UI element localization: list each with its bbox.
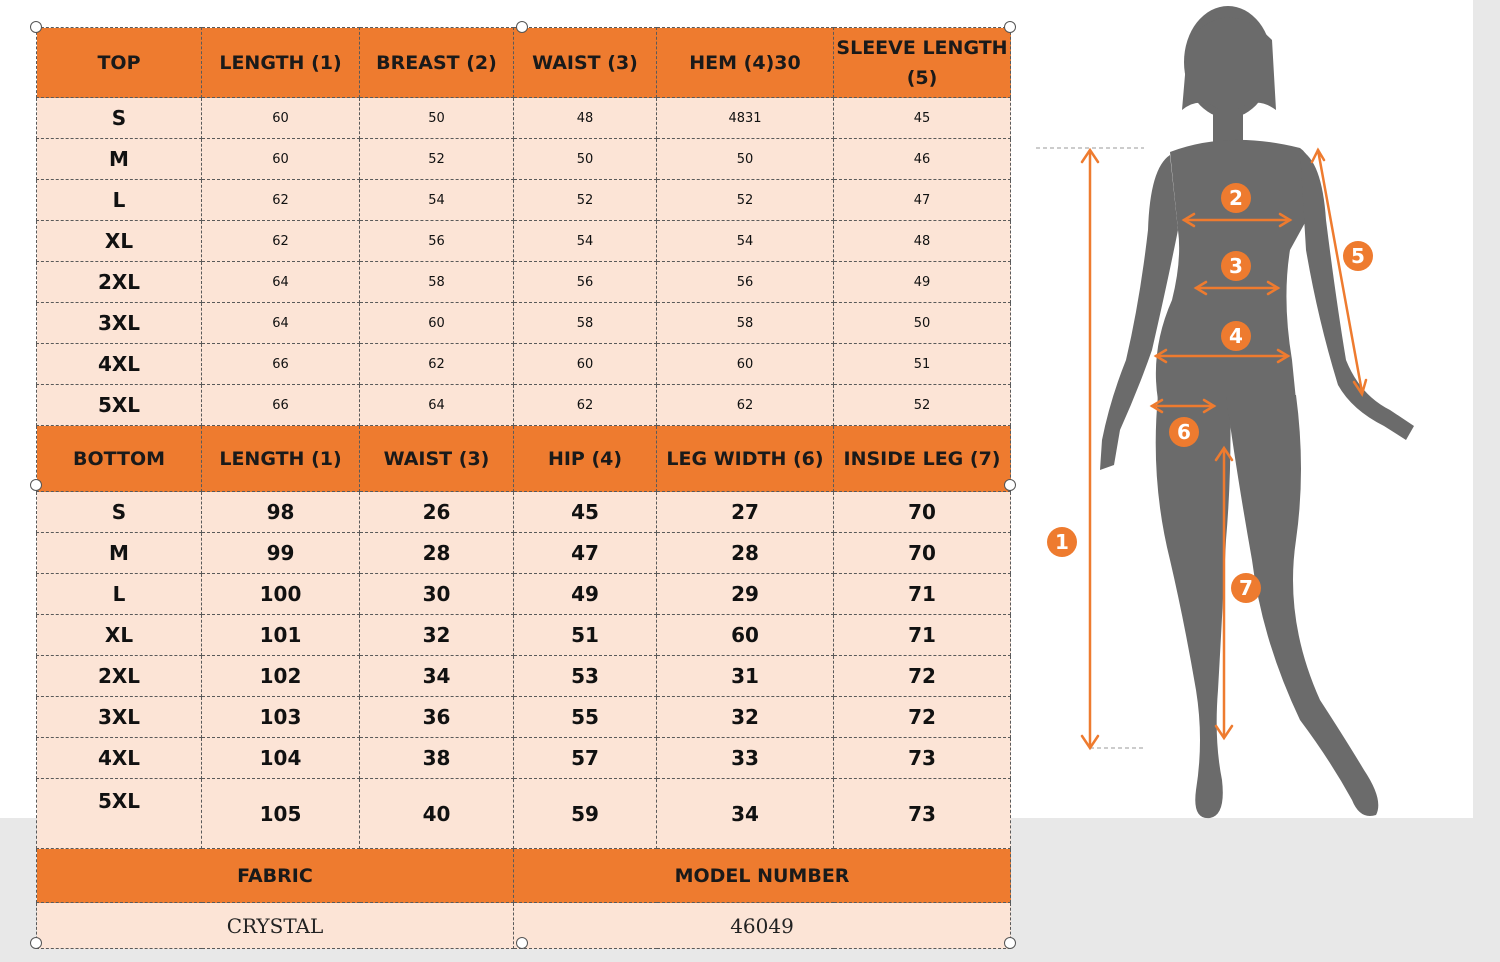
value-cell: 52 [514,180,657,221]
table-row [37,533,1011,574]
svg-text:3: 3 [1229,254,1243,278]
table-row [37,738,1011,779]
svg-text:1: 1 [1055,530,1069,554]
table-row [37,303,1011,344]
value-cell: 62 [202,180,360,221]
table-row [37,779,1011,849]
value-cell: 32 [657,697,834,738]
table-row [37,697,1011,738]
value-cell: 55 [514,697,657,738]
value-cell: 58 [360,262,514,303]
value-cell: 105 [202,779,360,849]
value-cell: 48 [834,221,1011,262]
value-cell: 57 [514,738,657,779]
value-cell: 101 [202,615,360,656]
size-cell: 3XL [37,697,202,738]
size-chart-table[interactable] [36,27,1010,943]
table-row [37,385,1011,426]
size-cell: 2XL [37,656,202,697]
header-cell: WAIST (3) [514,28,657,98]
table-row [37,492,1011,533]
body-measurement-figure [1030,0,1470,830]
value-cell: 99 [202,533,360,574]
size-cell: S [37,98,202,139]
value-cell: 62 [202,221,360,262]
value-cell: 72 [834,656,1011,697]
value-cell: 52 [360,139,514,180]
value-cell: 100 [202,574,360,615]
resize-handle-top-left[interactable] [30,21,42,33]
table-row [37,344,1011,385]
value-cell: 30 [360,574,514,615]
value-cell: 66 [202,385,360,426]
value-cell: 62 [657,385,834,426]
svg-text:2: 2 [1229,186,1243,210]
size-cell: M [37,139,202,180]
value-cell: 26 [360,492,514,533]
value-cell: 58 [657,303,834,344]
size-cell: L [37,180,202,221]
size-cell: XL [37,221,202,262]
fabric-value: CRYSTAL [37,903,514,949]
value-cell: 49 [514,574,657,615]
header-cell: LEG WIDTH (6) [657,426,834,492]
svg-text:4: 4 [1229,324,1243,348]
resize-handle-bottom-center[interactable] [516,937,528,949]
value-cell: 70 [834,533,1011,574]
value-cell: 56 [360,221,514,262]
value-cell: 47 [514,533,657,574]
canvas-right-edge [1473,0,1500,962]
value-cell: 71 [834,615,1011,656]
value-cell: 45 [834,98,1011,139]
value-cell: 59 [514,779,657,849]
size-cell: 2XL [37,262,202,303]
header-cell: TOP [37,28,202,98]
table-row [37,221,1011,262]
value-cell: 50 [360,98,514,139]
value-cell: 60 [657,615,834,656]
header-cell: HEM (4)30 [657,28,834,98]
value-cell: 50 [834,303,1011,344]
size-cell: XL [37,615,202,656]
value-cell: 49 [834,262,1011,303]
svg-text:7: 7 [1239,576,1253,600]
value-cell: 45 [514,492,657,533]
value-cell: 62 [514,385,657,426]
value-cell: 73 [834,738,1011,779]
value-cell: 28 [657,533,834,574]
value-cell: 102 [202,656,360,697]
woman-silhouette-icon [1100,6,1414,818]
bottom-header-row [37,426,1011,492]
value-cell: 104 [202,738,360,779]
value-cell: 60 [360,303,514,344]
value-cell: 73 [834,779,1011,849]
value-cell: 60 [202,139,360,180]
resize-handle-top-right[interactable] [1004,21,1016,33]
marker-4-icon [1221,321,1251,351]
value-cell: 64 [202,303,360,344]
value-cell: 29 [657,574,834,615]
value-cell: 52 [834,385,1011,426]
marker-5-icon [1343,241,1373,271]
value-cell: 52 [657,180,834,221]
header-cell: BREAST (2) [360,28,514,98]
value-cell: 51 [834,344,1011,385]
value-cell: 56 [657,262,834,303]
marker-1-icon [1047,527,1077,557]
value-cell: 4831 [657,98,834,139]
value-cell: 36 [360,697,514,738]
value-cell: 50 [657,139,834,180]
footer-header-row [37,849,1011,903]
value-cell: 54 [657,221,834,262]
resize-handle-middle-left[interactable] [30,479,42,491]
marker-7-icon [1231,573,1261,603]
value-cell: 54 [360,180,514,221]
value-cell: 53 [514,656,657,697]
header-cell: LENGTH (1) [202,28,360,98]
value-cell: 33 [657,738,834,779]
size-cell: M [37,533,202,574]
value-cell: 48 [514,98,657,139]
value-cell: 60 [657,344,834,385]
value-cell: 50 [514,139,657,180]
value-cell: 60 [514,344,657,385]
svg-text:5: 5 [1351,244,1365,268]
value-cell: 103 [202,697,360,738]
value-cell: 56 [514,262,657,303]
value-cell: 51 [514,615,657,656]
table-row [37,139,1011,180]
table-row [37,180,1011,221]
value-cell: 70 [834,492,1011,533]
value-cell: 54 [514,221,657,262]
value-cell: 66 [202,344,360,385]
value-cell: 34 [657,779,834,849]
value-cell: 62 [360,344,514,385]
table-row [37,615,1011,656]
value-cell: 31 [657,656,834,697]
marker-3-icon [1221,251,1251,281]
header-cell: INSIDE LEG (7) [834,426,1011,492]
value-cell: 38 [360,738,514,779]
value-cell: 71 [834,574,1011,615]
fabric-label: FABRIC [37,849,514,903]
header-cell: SLEEVE LENGTH (5) [834,28,1011,98]
value-cell: 58 [514,303,657,344]
value-cell: 27 [657,492,834,533]
value-cell: 40 [360,779,514,849]
value-cell: 98 [202,492,360,533]
value-cell: 72 [834,697,1011,738]
size-cell: S [37,492,202,533]
value-cell: 46 [834,139,1011,180]
table-row [37,262,1011,303]
size-cell: 4XL [37,738,202,779]
marker-2-icon [1221,183,1251,213]
top-header-row [37,28,1011,98]
value-cell: 32 [360,615,514,656]
header-cell: BOTTOM [37,426,202,492]
value-cell: 60 [202,98,360,139]
value-cell: 64 [360,385,514,426]
value-cell: 47 [834,180,1011,221]
model-number-value: 46049 [514,903,1011,949]
header-cell: HIP (4) [514,426,657,492]
value-cell: 64 [202,262,360,303]
resize-handle-bottom-right[interactable] [1004,937,1016,949]
value-cell: 28 [360,533,514,574]
model-number-label: MODEL NUMBER [514,849,1011,903]
table-row [37,574,1011,615]
header-cell: LENGTH (1) [202,426,360,492]
size-cell: 4XL [37,344,202,385]
size-cell: 5XL [37,385,202,426]
size-cell: L [37,574,202,615]
table-row [37,98,1011,139]
resize-handle-top-center[interactable] [516,21,528,33]
size-cell: 3XL [37,303,202,344]
resize-handle-middle-right[interactable] [1004,479,1016,491]
value-cell: 34 [360,656,514,697]
header-cell: WAIST (3) [360,426,514,492]
marker-6-icon [1169,417,1199,447]
resize-handle-bottom-left[interactable] [30,937,42,949]
table-row [37,656,1011,697]
size-cell: 5XL [37,779,202,849]
svg-text:6: 6 [1177,420,1191,444]
